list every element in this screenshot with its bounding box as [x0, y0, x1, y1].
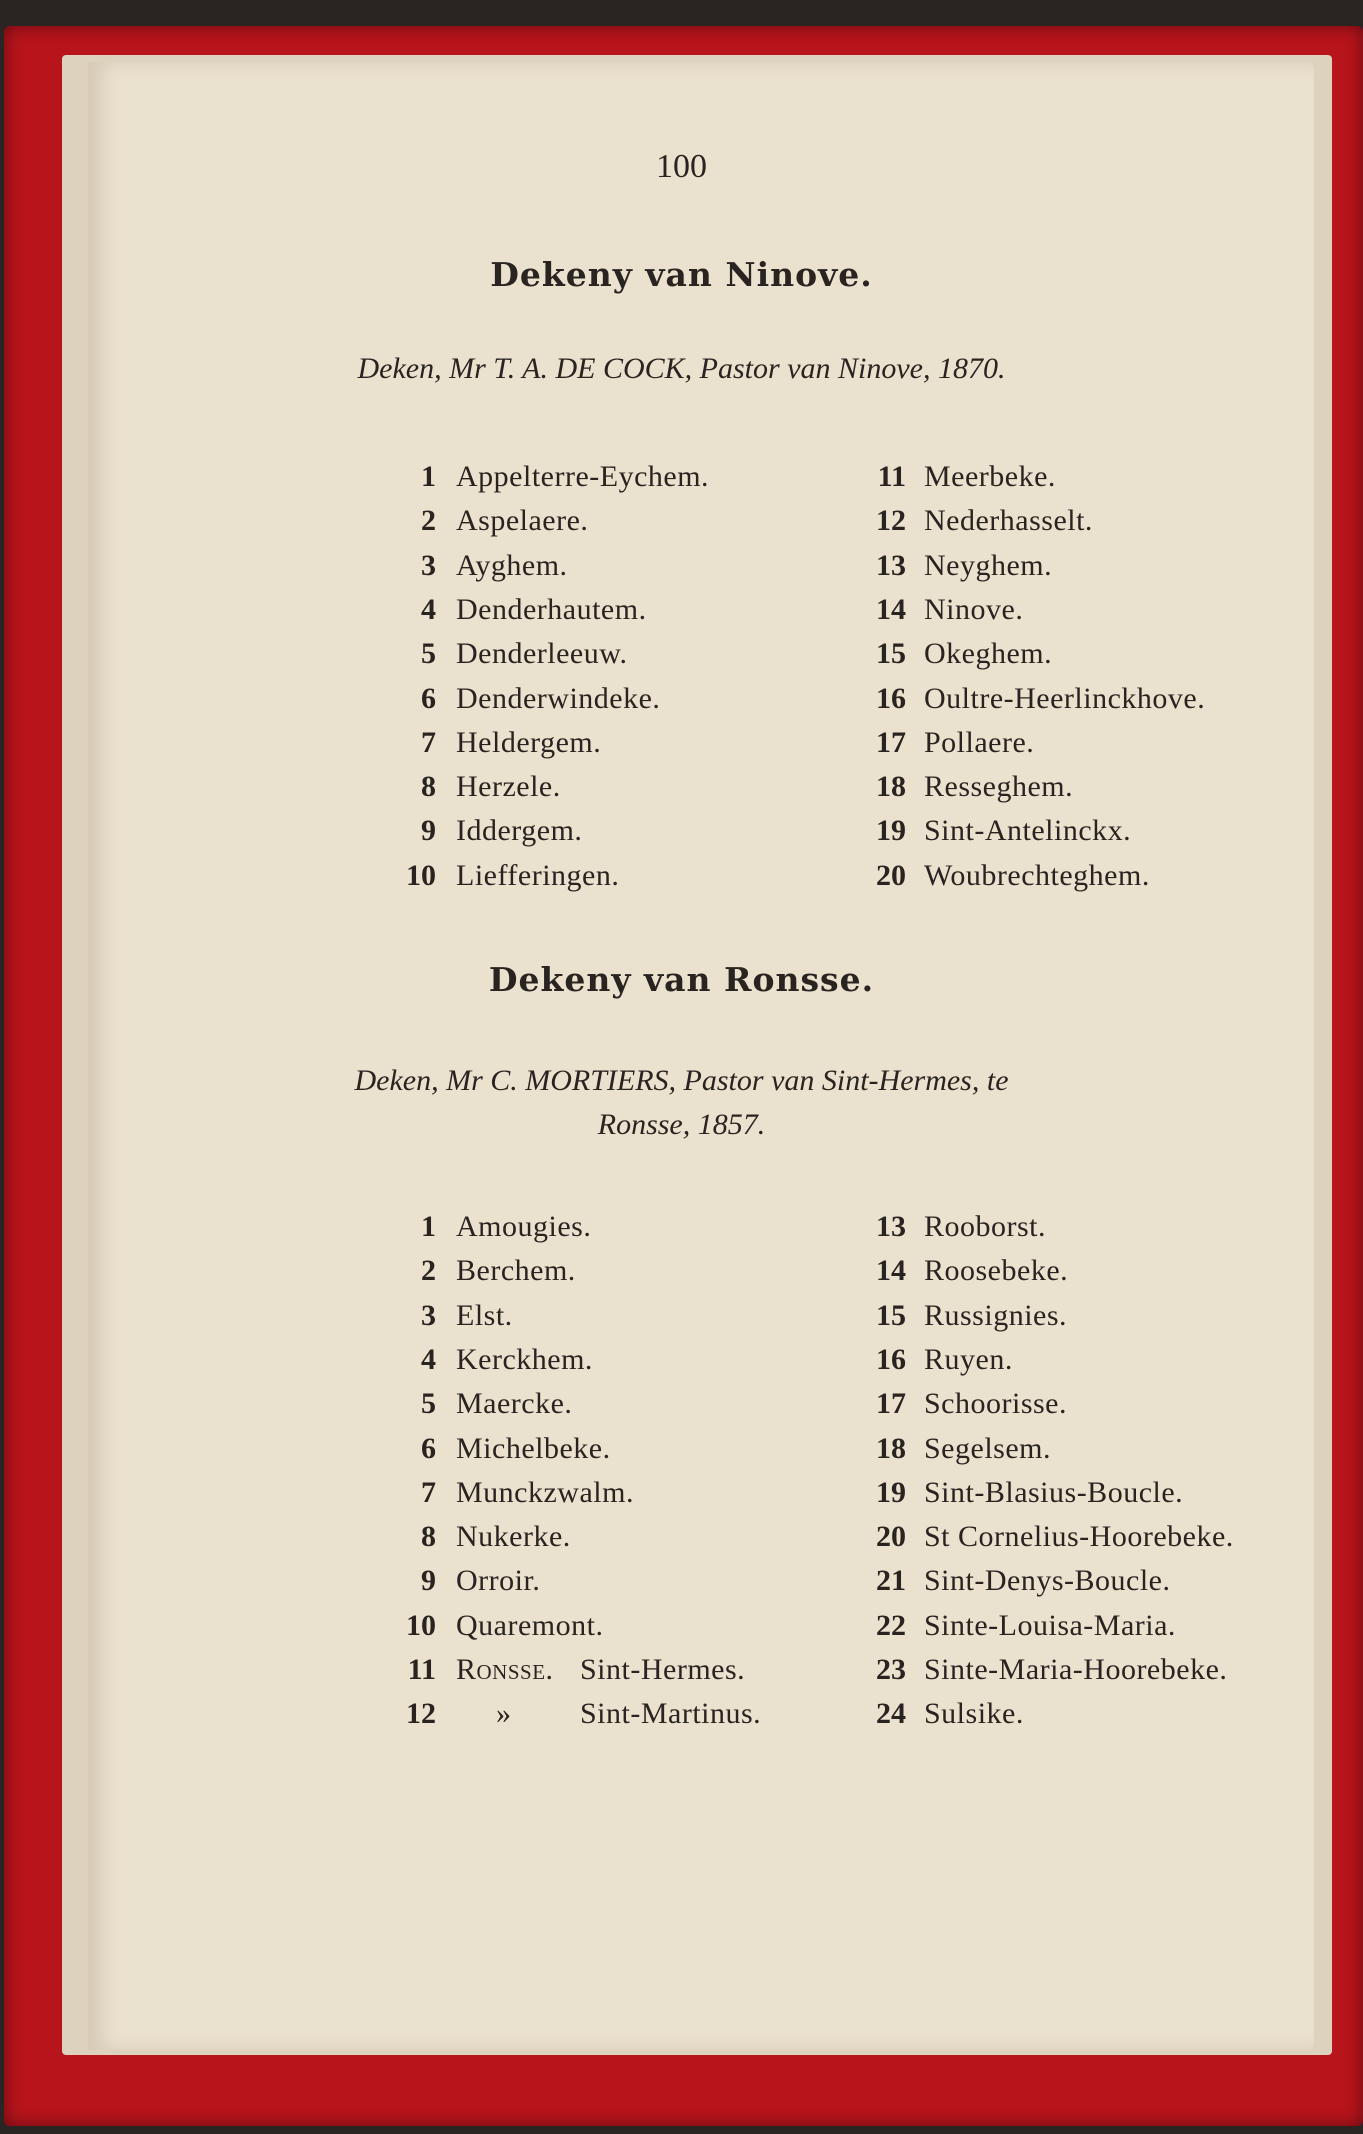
- parish-name: Woubrechteghem.: [924, 858, 1150, 892]
- parish-name: Kerckhem.: [456, 1342, 593, 1376]
- parish-number: 4: [421, 1342, 436, 1376]
- deken-line-ninove: Deken, Mr T. A. DE COCK, Pastor van Ninove, 1870.: [357, 352, 1006, 385]
- parish-name: St Cornelius-Hoorebeke.: [924, 1520, 1234, 1554]
- parish-name: Roosebeke.: [924, 1254, 1069, 1288]
- parish-name: Sinte-Maria-Hoorebeke.: [924, 1653, 1228, 1686]
- parish-name: Pollaere.: [924, 725, 1035, 759]
- parish-name: Herzele.: [456, 770, 561, 804]
- parish-name: Ayghem.: [456, 548, 568, 582]
- parish-name: Aspelaere.: [456, 504, 589, 538]
- parish-name: Sulsike.: [924, 1697, 1024, 1731]
- parish-number: 9: [421, 814, 436, 848]
- parish-name: Oultre-Heerlinckhove.: [924, 681, 1206, 715]
- parish-number: 5: [421, 1387, 436, 1421]
- parish-number: 13: [876, 1210, 906, 1243]
- parish-number: 5: [421, 637, 436, 671]
- parish-number: 3: [421, 548, 436, 582]
- parish-name: Sint-Martinus.: [580, 1697, 762, 1731]
- parish-number: 15: [876, 637, 906, 671]
- parish-number: 24: [876, 1697, 906, 1731]
- parish-number: 12: [876, 504, 906, 538]
- parish-name: Nukerke.: [456, 1520, 571, 1554]
- parish-number: 13: [876, 548, 906, 582]
- parish-number: 10: [406, 858, 436, 892]
- parish-name: Meerbeke.: [924, 460, 1056, 493]
- parish-name: Rooborst.: [924, 1210, 1047, 1243]
- parish-number: 15: [876, 1298, 906, 1332]
- parish-number: 18: [876, 770, 906, 804]
- parish-name: Munckzwalm.: [456, 1475, 634, 1509]
- parish-number: 12: [406, 1697, 436, 1731]
- parish-name: Nederhasselt.: [924, 504, 1093, 538]
- parish-name: Ninove.: [924, 592, 1024, 626]
- parish-number: 1: [421, 460, 436, 493]
- parish-number: 8: [421, 770, 436, 804]
- parish-name: Neyghem.: [924, 548, 1053, 582]
- parish-number: 2: [421, 504, 436, 538]
- parish-number: 7: [421, 725, 436, 759]
- parish-name: Schoorisse.: [924, 1387, 1067, 1421]
- parish-number: 9: [421, 1564, 436, 1598]
- parish-number: 22: [876, 1608, 906, 1642]
- parish-name: Denderhautem.: [456, 592, 647, 626]
- parish-number: 16: [876, 1342, 906, 1376]
- parish-number: 6: [421, 681, 436, 715]
- parish-number: 20: [876, 1520, 906, 1554]
- page-number: 100: [656, 148, 707, 185]
- parish-prefix: Ronsse.: [456, 1653, 554, 1686]
- parish-name: Sinte-Louisa-Maria.: [924, 1608, 1176, 1642]
- parish-name: Amougies.: [456, 1210, 592, 1243]
- parish-name: Denderwindeke.: [456, 681, 661, 715]
- parish-number: 4: [421, 592, 436, 626]
- parish-name: Heldergem.: [456, 725, 602, 759]
- parish-name: Orroir.: [456, 1564, 541, 1598]
- parish-name: Sint-Antelinckx.: [924, 814, 1132, 848]
- parish-number: 14: [876, 592, 906, 626]
- parish-name: Appelterre-Eychem.: [456, 460, 710, 493]
- parish-number: 17: [876, 725, 906, 759]
- parish-number: 7: [421, 1475, 436, 1509]
- parish-name: Michelbeke.: [456, 1431, 611, 1465]
- parish-number: 23: [876, 1653, 906, 1686]
- parish-name: Sint-Denys-Boucle.: [924, 1564, 1171, 1598]
- parish-name: Segelsem.: [924, 1431, 1051, 1465]
- parish-number: 17: [876, 1387, 906, 1421]
- parish-number: 8: [421, 1520, 436, 1554]
- parish-name: Sint-Hermes.: [580, 1653, 746, 1686]
- parish-number: 10: [406, 1608, 436, 1642]
- parish-name: Maercke.: [456, 1387, 573, 1421]
- parish-number: 11: [877, 460, 906, 493]
- parish-name: Denderleeuw.: [456, 637, 628, 671]
- parish-number: 11: [407, 1653, 436, 1686]
- parish-name: Liefferingen.: [456, 858, 620, 892]
- parish-name: Iddergem.: [456, 814, 583, 848]
- parish-prefix: »: [496, 1697, 512, 1731]
- deken-line-ronsse-1: Deken, Mr C. MORTIERS, Pastor van Sint-Hermes, te: [354, 1064, 1009, 1097]
- parish-name: Elst.: [456, 1298, 513, 1332]
- parish-number: 21: [876, 1564, 906, 1598]
- parish-number: 2: [421, 1254, 436, 1288]
- section-heading-ronsse: Dekeny van Ronsse.: [488, 960, 875, 999]
- parish-number: 19: [876, 1475, 906, 1509]
- parish-name: Ruyen.: [924, 1342, 1013, 1376]
- parish-number: 18: [876, 1431, 906, 1465]
- parish-name: Quaremont.: [456, 1608, 604, 1642]
- parish-name: Sint-Blasius-Boucle.: [924, 1475, 1184, 1509]
- parish-number: 19: [876, 814, 906, 848]
- parish-number: 16: [876, 681, 906, 715]
- section-heading-ninove: Dekeny van Ninove.: [490, 255, 873, 294]
- parish-number: 14: [876, 1254, 906, 1288]
- parish-name: Russignies.: [924, 1298, 1068, 1332]
- parish-number: 3: [421, 1298, 436, 1332]
- parish-number: 6: [421, 1431, 436, 1465]
- deken-line-ronsse-2: Ronsse, 1857.: [597, 1108, 766, 1141]
- parish-number: 1: [421, 1210, 436, 1243]
- parish-number: 20: [876, 858, 906, 892]
- parish-name: Okeghem.: [924, 637, 1053, 671]
- parish-name: Resseghem.: [924, 770, 1074, 804]
- parish-name: Berchem.: [456, 1254, 576, 1288]
